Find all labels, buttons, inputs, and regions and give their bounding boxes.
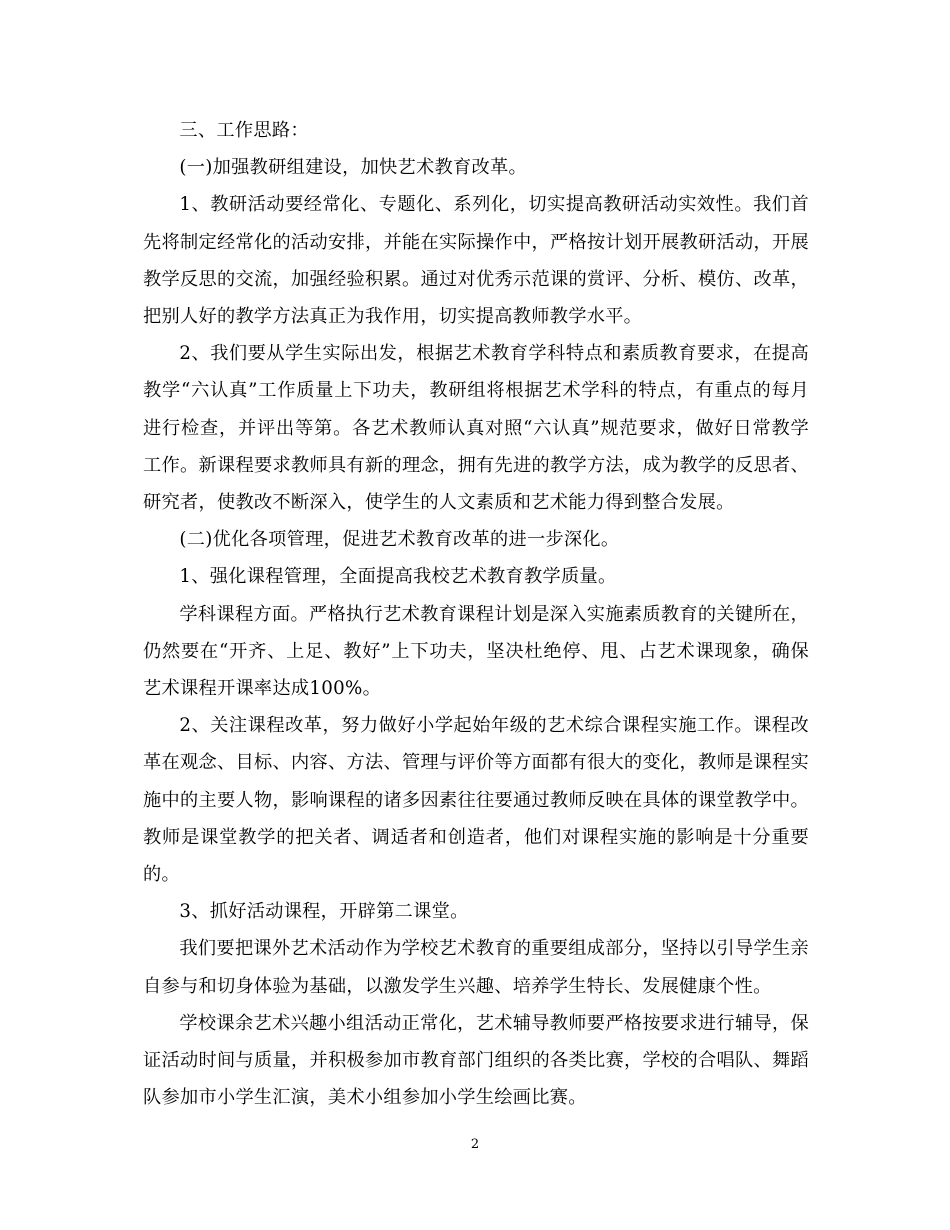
document-body (143, 112, 809, 1116)
subsection-heading: (二)优化各项管理，促进艺术教育改革的进一步深化。 (179, 529, 620, 551)
paragraph: 学校课余艺术兴趣小组活动正常化，艺术辅导教师要严格按要求进行辅导，保证活动时间与质量，并积极参加市教育部门组织的各类比赛，学校的合唱队、舞蹈队参加市小学生汇演，美术小组参加小学生绘画比赛。 (143, 1012, 809, 1109)
section-heading: 三、工作思路： (179, 120, 309, 141)
subsection-heading: (一)加强教研组建设，加快艺术教育改革。 (179, 157, 527, 179)
page-number: 2 (470, 1137, 480, 1152)
paragraph: 学科课程方面。严格执行艺术教育课程计划是深入实施素质教育的关键所在，仍然要在“开齐、上足、教好”上下功夫，坚决杜绝停、甩、占艺术课现象，确保艺术课程开课率达成100%。 (143, 603, 809, 700)
paragraph: 1、强化课程管理，全面提高我校艺术教育教学质量。 (179, 566, 617, 588)
paragraph: 我们要把课外艺术活动作为学校艺术教育的重要组成部分，坚持以引导学生亲自参与和切身体验为基础，以激发学生兴趣、培养学生特长、发展健康个性。 (143, 938, 809, 997)
paragraph: 2、关注课程改革，努力做好小学起始年级的艺术综合课程实施工作。课程改革在观念、目标、内容、方法、管理与评价等方面都有很大的变化，教师是课程实施中的主要人物，影响课程的诸多因素往往要通过教师反映在具体的课堂教学中。教师是课堂教学的把关者、调适者和创造者，他们对课程实施的影响是十分重要的。 (143, 715, 809, 886)
paragraph: 2、我们要从学生实际出发，根据艺术教育学科特点和素质教育要求，在提高教学“六认真”工作质量上下功夫，教研组将根据艺术学科的特点，有重点的每月进行检查，并评出等第。各艺术教师认真对照“六认真”规范要求，做好日常教学工作。新课程要求教师具有新的理念，拥有先进的教学方法，成为教学的反思者、研究者，使教改不断深入，使学生的人文素质和艺术能力得到整合发展。 (143, 343, 809, 514)
paragraph: 3、抓好活动课程，开辟第二课堂。 (179, 901, 469, 923)
paragraph: 1、教研活动要经常化、专题化、系列化，切实提高教研活动实效性。我们首先将制定经常化的活动安排，并能在实际操作中，严格按计划开展教研活动，开展教学反思的交流，加强经验积累。通过对优秀示范课的赏评、分析、模仿、改革，把别人好的教学方法真正为我作用，切实提高教师教学水平。 (143, 194, 809, 328)
